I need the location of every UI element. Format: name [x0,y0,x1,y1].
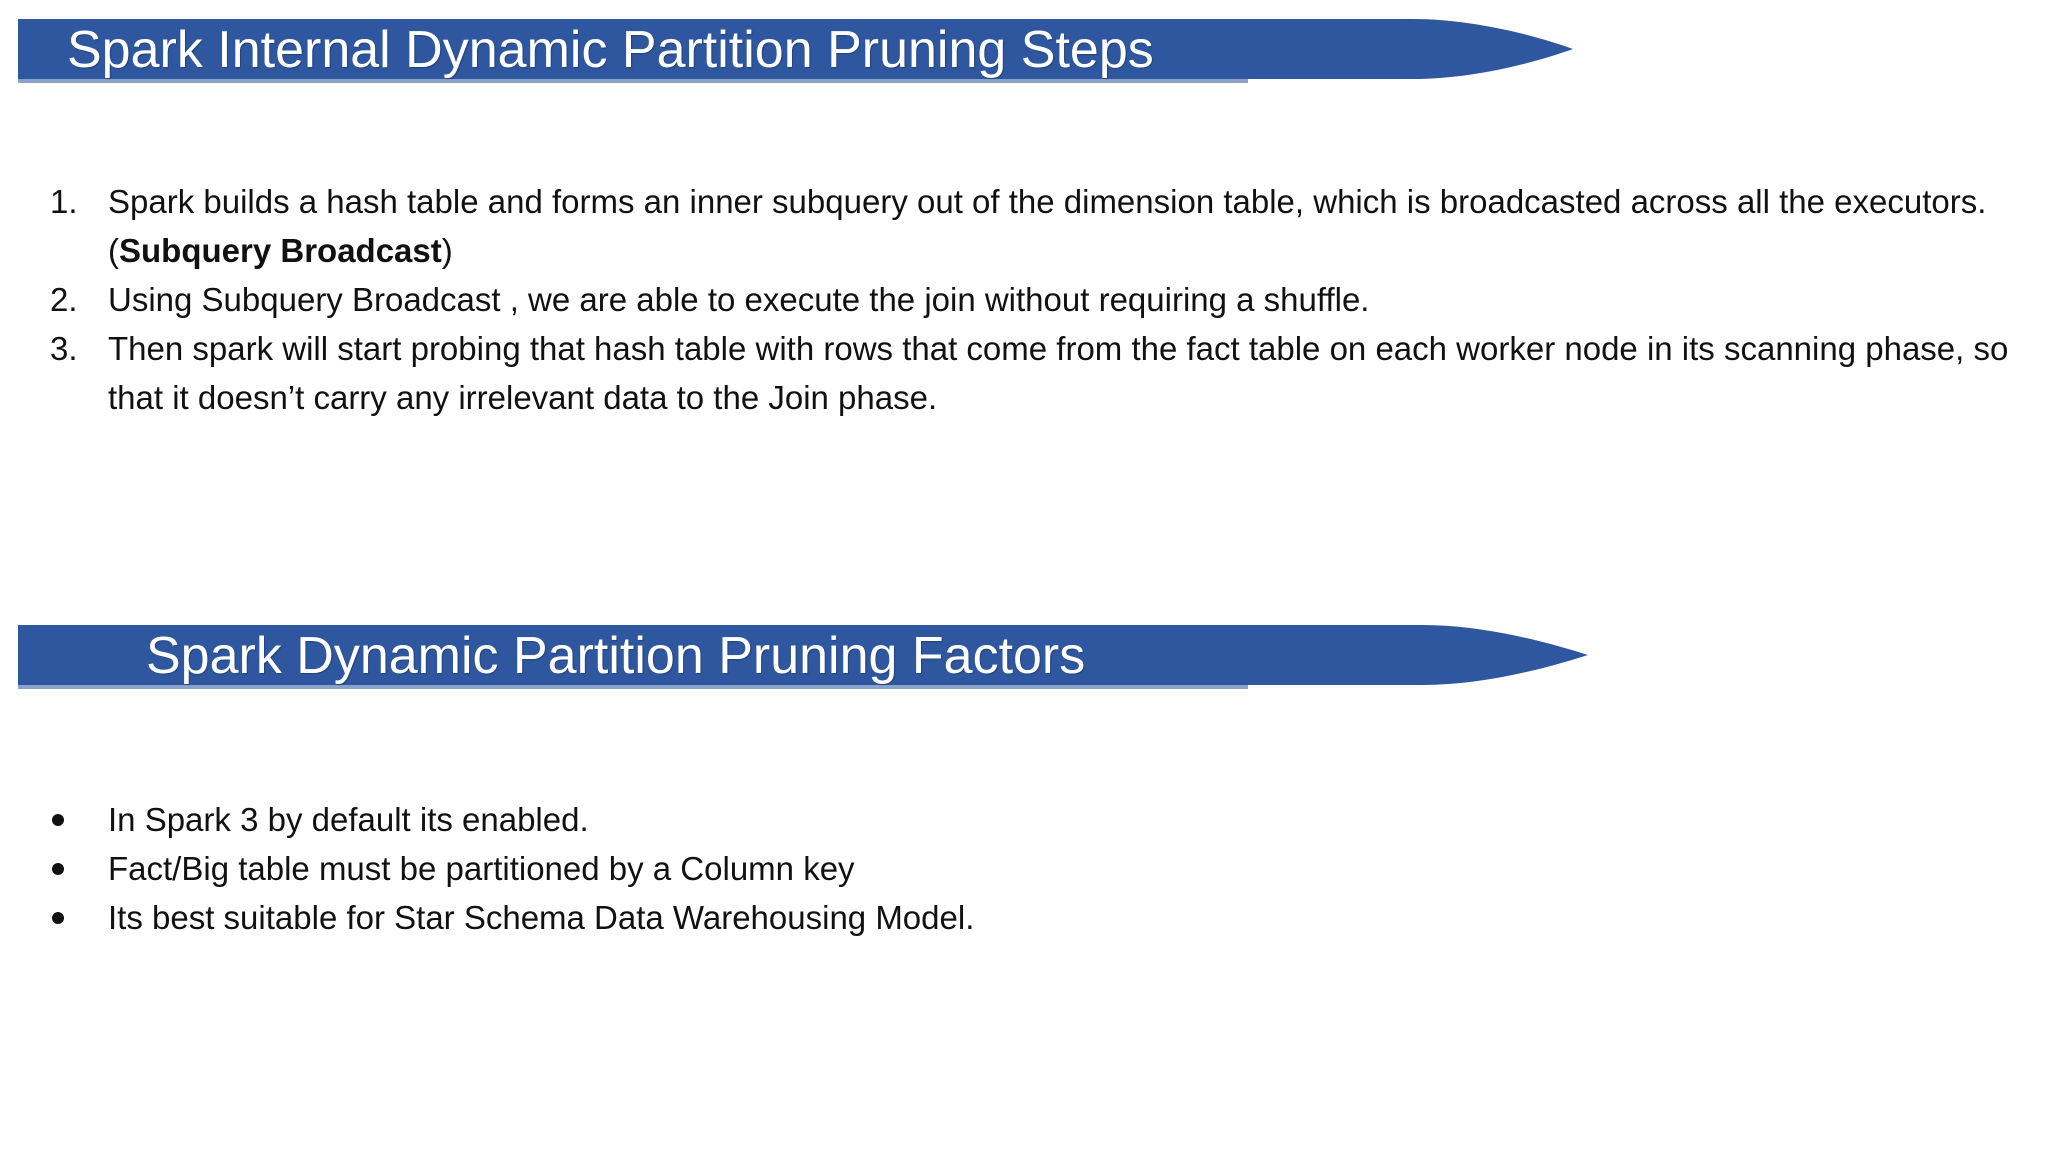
bullet-icon [52,863,64,875]
bullet-icon [52,912,64,924]
list-item-text: In Spark 3 by default its enabled. [108,801,589,838]
bullet-icon [52,814,64,826]
factors-list [40,795,2010,942]
list-number: 3. [50,330,78,367]
section-banner-factors [18,625,1618,691]
list-item [40,275,2010,324]
list-item [40,844,2010,893]
list-item [40,324,2010,422]
list-item-bold-text: Subquery Broadcast [119,232,442,269]
section-title-factors: Spark Dynamic Partition Pruning Factors [146,627,1086,685]
list-item-text: Then spark will start probing that hash table with rows that come from the fact table on each worker node in its scanning phase, so that it doesn’t carry any irrelevant data to the Join phase. [108,330,2009,416]
steps-list [40,177,2010,422]
section-banner-steps [18,19,1618,85]
list-item-text-after: ) [441,232,453,269]
list-item-text: Fact/Big table must be partitioned by a Column key [108,850,855,887]
list-item [40,893,2010,942]
list-item-text: Its best suitable for Star Schema Data Warehousing Model. [108,899,975,936]
list-item-text: Using Subquery Broadcast , we are able to execute the join without requiring a shuffle. [108,281,1370,318]
list-item-text: Spark builds a hash table and forms an inner subquery out of the dimension table, which is broadcasted across all the executors. ( [108,183,1987,269]
list-item [40,177,2010,275]
list-number: 2. [50,281,78,318]
list-item [40,795,2010,844]
list-number: 1. [50,183,78,220]
section-title-steps: Spark Internal Dynamic Partition Pruning Steps [67,21,1154,79]
